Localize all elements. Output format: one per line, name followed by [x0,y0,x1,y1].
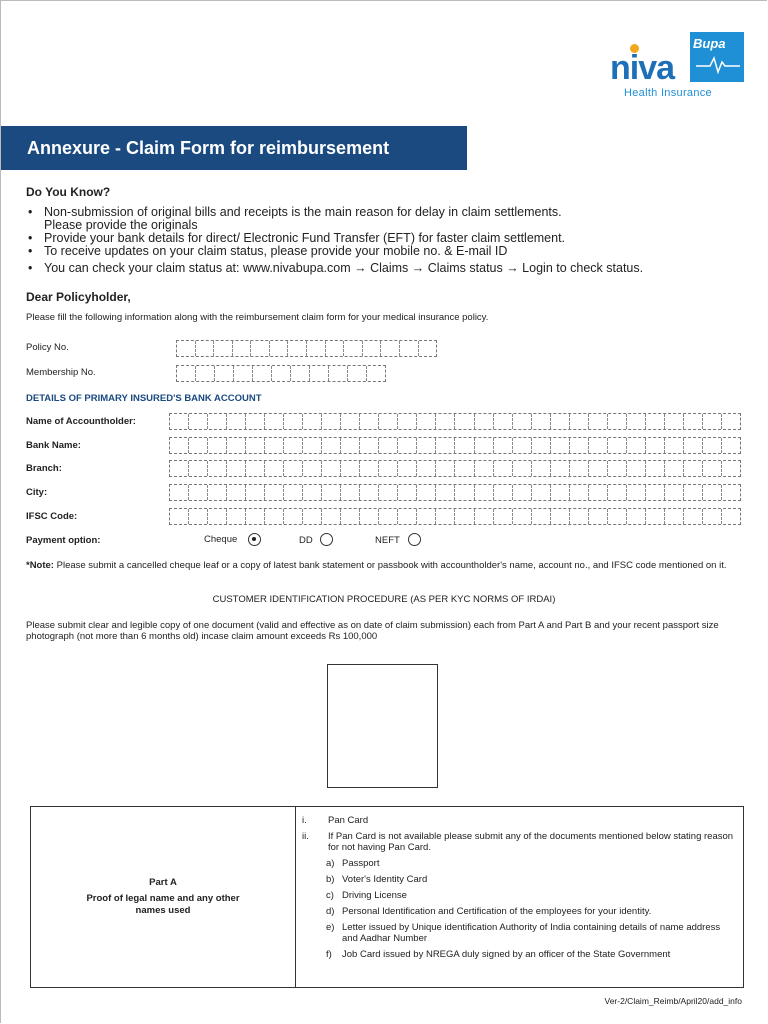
accountholder-label: Name of Accountholder: [26,416,136,427]
list-item: c) Driving License [326,890,407,901]
note-text: *Note: Please submit a cancelled cheque leaf or a copy of latest bank statement or passbook with accountholder's name, account no., and IFSC code mentioned on it. [26,560,727,571]
niva-logo-text: niva [610,49,675,87]
bank-name-label: Bank Name: [26,440,81,451]
title-banner [1,126,467,170]
part-a-cell [31,807,296,988]
neft-label: NEFT [375,535,400,546]
logo-tagline: Health Insurance [624,87,712,99]
list-item: • You can check your claim status at: www.nivabupa.com → Claims → Claims status → Login to check status. [28,261,644,275]
list-item: d) Personal Identification and Certification of the employees for your identity. [326,906,652,917]
dd-label: DD [299,535,313,546]
bank-section-heading: DETAILS OF PRIMARY INSURED'S BANK ACCOUNT [26,393,262,404]
bank-name-field[interactable] [169,437,741,454]
list-item: b) Voter's Identity Card [326,874,428,885]
submit-instructions: Please submit clear and legible copy of one document (valid and effective as on date of claim submission) each from Part A and Part B and your recent passport size photograph (not more than 6 months old) incase claim amount exceeds Rs 100,000 [26,620,719,642]
do-you-know-list [26,206,746,275]
kyc-heading: CUSTOMER IDENTIFICATION PROCEDURE (AS PER KYC NORMS OF IRDAI) [212,594,556,605]
branch-field[interactable] [169,460,741,477]
cheque-label: Cheque [204,534,238,545]
list-item: ii. If Pan Card is not available please submit any of the documents mentioned below stating reason for not having Pan Card. [302,831,734,853]
list-item: e) Letter issued by Unique identification Authority of India containing details of name address and Aadhar Number [326,922,721,944]
policy-no-field[interactable] [176,340,437,357]
accountholder-field[interactable] [169,413,741,430]
list-item: • Provide your bank details for direct/ Electronic Fund Transfer (EFT) for faster claim settlement. [28,231,566,245]
list-item: • Non-submission of original bills and receipts is the main reason for delay in claim settlements. Please provide the originals [28,205,562,232]
bupa-logo-text: Bupa [693,36,726,51]
heartbeat-icon [696,54,740,74]
part-a-documents [296,807,744,988]
dd-radio[interactable] [320,533,333,546]
city-label: City: [26,487,48,498]
do-you-know-heading: Do You Know? [26,185,111,199]
city-field[interactable] [169,484,741,501]
ifsc-field[interactable] [169,508,741,525]
ifsc-label: IFSC Code: [26,511,78,522]
list-item: f) Job Card issued by NREGA duly signed by an officer of the State Government [326,949,671,960]
page-title: Annexure - Claim Form for reimbursement [27,138,390,158]
bupa-logo-box [690,32,744,82]
cheque-radio[interactable] [248,533,261,546]
list-item: i. Pan Card [302,815,369,826]
list-item: a) Passport [326,858,380,869]
neft-radio[interactable] [408,533,421,546]
membership-no-field[interactable] [176,365,386,382]
payment-option-label: Payment option: [26,535,101,546]
intro-text: Please fill the following information along with the reimbursement claim form for your medical insurance policy. [26,312,489,323]
branch-label: Branch: [26,463,62,474]
list-item: • To receive updates on your claim status, please provide your mobile no. & E-mail ID [28,244,508,258]
salutation: Dear Policyholder, [26,290,131,304]
part-a-subtitle: Proof of legal name and any other names used [86,893,240,916]
part-a-table [30,806,744,988]
photo-box[interactable] [327,664,438,788]
version-footer: Ver-2/Claim_Reimb/April20/add_info [604,996,742,1006]
policy-no-label: Policy No. [26,342,69,353]
membership-no-label: Membership No. [26,367,96,378]
niva-bupa-logo [610,32,745,102]
part-a-title: Part A [149,877,177,888]
